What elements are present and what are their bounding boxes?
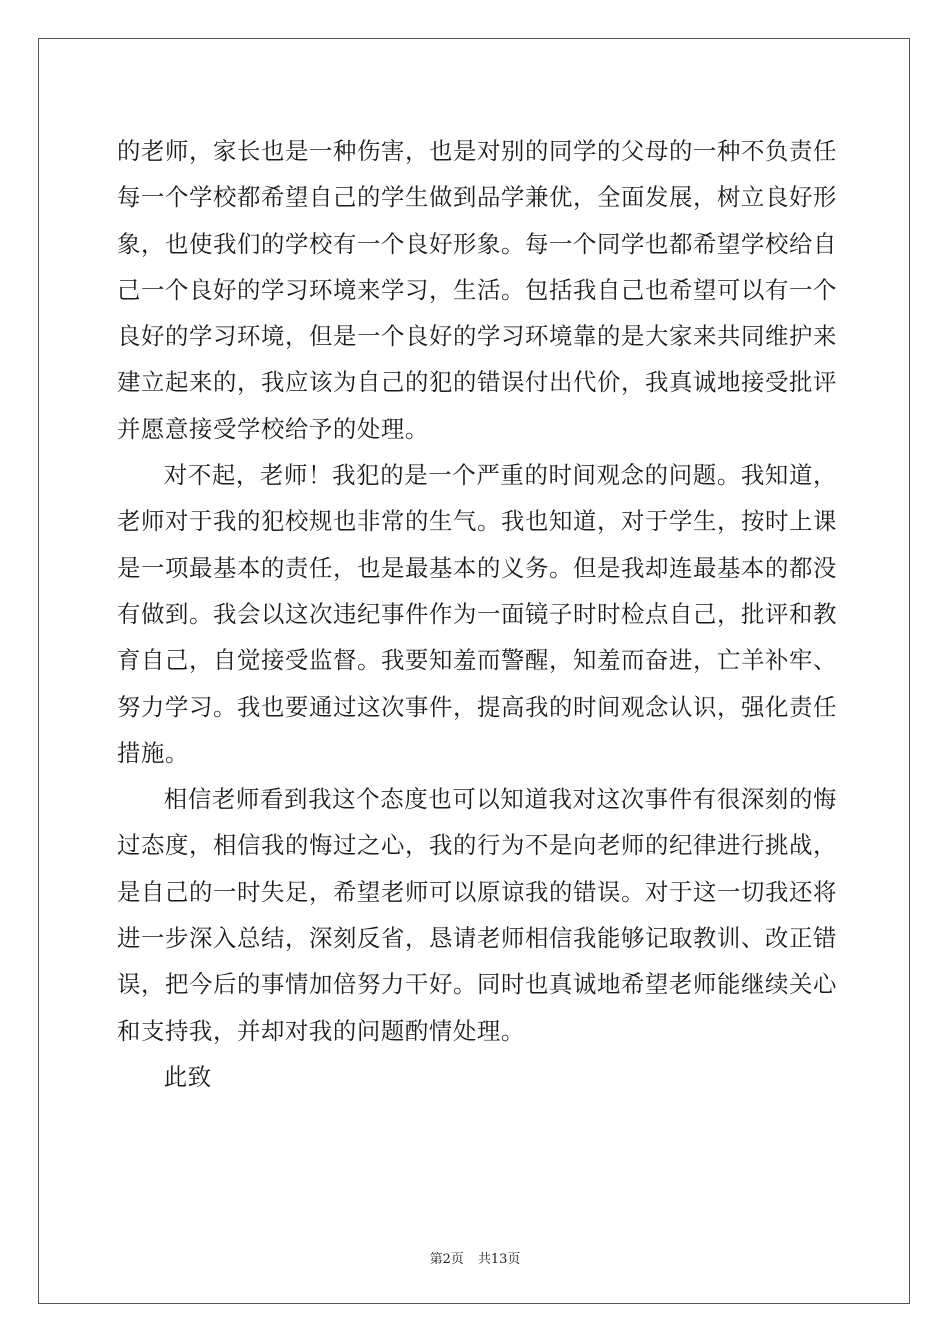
page-footer (0, 1248, 950, 1267)
closing-salutation: 此致 (163, 1062, 212, 1091)
paragraph-2: 对不起，老师！我犯的是一个严重的时间观念的问题。我知道，老师对于我的犯校规也非常的生气。我也知道，对于学生，按时上课是一项最基本的责任，也是最基本的义务。但是我却连最基本的都没有做到。我会以这次违纪事件作为一面镜子时时检点自己，批评和教育自己，自觉接受监督。我要知羞而警醒，知羞而奋进，亡羊补牢、努力学习。我也要通过这次事件，提高我的时间观念认识，强化责任措施。 (117, 461, 837, 767)
page-number: 第2页 (429, 1252, 464, 1267)
document-body (117, 128, 837, 1100)
paragraph-1: 的老师，家长也是一种伤害，也是对别的同学的父母的一种不负责任每一个学校都希望自己的学生做到品学兼优，全面发展，树立良好形象，也使我们的学校有一个良好形象。每一个同学也都希望学校给自己一个良好的学习环境来学习，生活。包括我自己也希望可以有一个良好的学习环境，但是一个良好的学习环境靠的是大家来共同维护来建立起来的，我应该为自己的犯的错误付出代价，我真诚地接受批评并愿意接受学校给予的处理。 (117, 137, 837, 443)
page-total: 共13页 (477, 1252, 521, 1267)
paragraph-3: 相信老师看到我这个态度也可以知道我对这次事件有很深刻的悔过态度，相信我的悔过之心，我的行为不是向老师的纪律进行挑战，是自己的一时失足，希望老师可以原谅我的错误。对于这一切我还将进一步深入总结，深刻反省，恳请老师相信我能够记取教训、改正错误，把今后的事情加倍努力干好。同时也真诚地希望老师能继续关心和支持我，并却对我的问题酌情处理。 (117, 785, 837, 1045)
